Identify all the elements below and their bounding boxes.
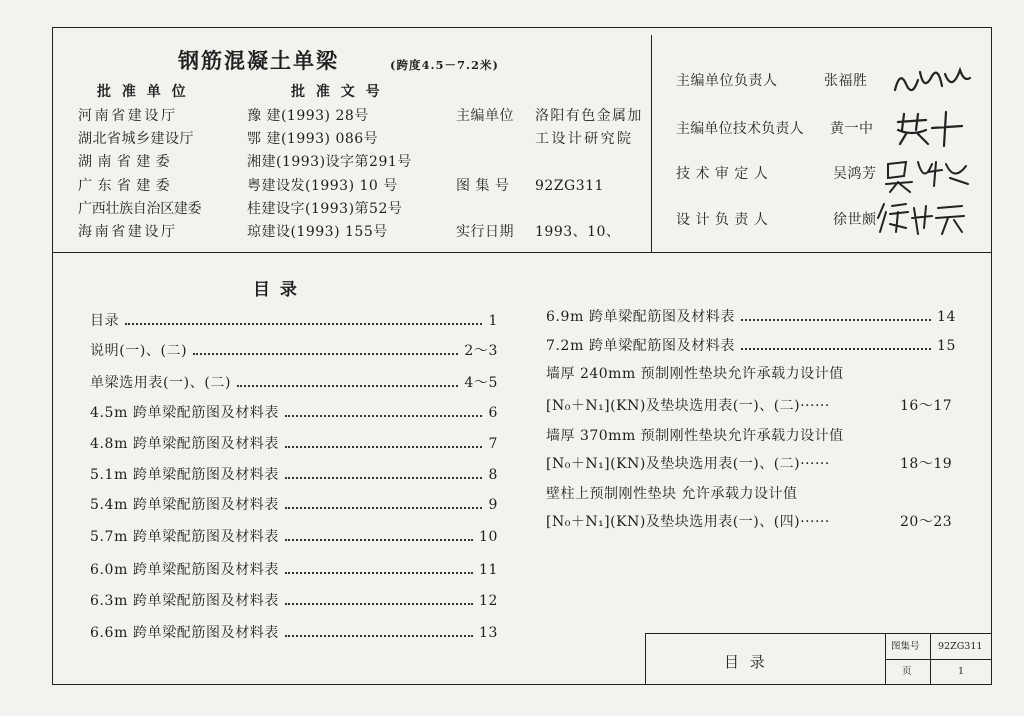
toc-entry-page: 2～3 [464,343,498,359]
approval-doc: 琼建设(1993) 155号 [247,224,388,240]
approval-doc: 湘建(1993)设字第291号 [247,154,412,170]
toc-entry-page: 9 [488,497,498,513]
leader-dots [285,507,482,509]
editor-unit-line2: 工设计研究院 [535,131,634,147]
toc-pilaster-line[interactable]: [N₀＋N₁](KN)及垫块选用表(一)、(四)······ [546,514,830,530]
approval-doc: 粤建设发(1993) 10 号 [247,178,398,194]
toc-entry-label: 6.3m 跨单梁配筋图及材料表 [90,593,279,609]
toc-entry[interactable] [90,465,498,483]
leader-dots [125,323,482,325]
toc-entry-label: 6.9m 跨单梁配筋图及材料表 [546,309,735,325]
toc-entry[interactable] [90,373,498,391]
impl-date-label: 实行日期 [456,224,514,240]
responsible-name: 张福胜 [824,73,868,89]
titleblock-top [645,633,992,634]
toc-entry-page: 12 [478,593,498,609]
toc-entry-label: 5.4m 跨单梁配筋图及材料表 [90,497,279,513]
toc-pilaster-page: 20～23 [900,514,953,530]
toc-entry-page: 15 [936,338,956,354]
toc-entry-page: 13 [478,625,498,641]
approval-unit: 广 东 省 建 委 [78,178,171,194]
responsible-role: 主编单位负责人 [676,73,778,89]
approval-unit: 海南省建设厅 [78,224,178,240]
toc-entry-label: 目录 [90,313,120,329]
approval-doc: 鄂 建(1993) 086号 [247,131,379,147]
atlas-no-label: 图 集 号 [456,178,510,194]
toc-entry[interactable] [90,560,498,578]
toc-entry-page: 11 [478,562,498,578]
toc-entry[interactable] [90,495,498,513]
approval-unit: 广西壮族自治区建委 [78,201,202,217]
approval-unit-header: 批 准 单 位 [97,84,189,100]
toc-entry-label: 4.5m 跨单梁配筋图及材料表 [90,405,279,421]
header-center-divider [651,35,652,252]
toc-entry-label: 5.1m 跨单梁配筋图及材料表 [90,467,279,483]
leader-dots [741,319,931,321]
titleblock-left [645,633,646,685]
editor-unit-line1: 洛阳有色金属加 [535,108,643,124]
editor-unit-label: 主编单位 [456,108,514,124]
leader-dots [285,539,473,541]
toc-entry-page: 10 [478,529,498,545]
toc-entry-page: 6 [488,405,498,421]
leader-dots [285,446,482,448]
approval-doc: 豫 建(1993) 28号 [247,108,369,124]
toc-entry-label: 6.0m 跨单梁配筋图及材料表 [90,562,279,578]
leader-dots [285,415,482,417]
toc-entry[interactable] [90,623,498,641]
atlas-no: 92ZG311 [535,178,604,194]
leader-dots [741,348,931,350]
approval-unit: 湖 南 省 建 委 [78,154,171,170]
toc-entry[interactable] [546,336,956,354]
toc-entry[interactable] [90,311,498,329]
toc-entry-label: 7.2m 跨单梁配筋图及材料表 [546,338,735,354]
leader-dots [237,385,458,387]
toc-entry-label: 单梁选用表(一)、(二) [90,375,232,391]
toc-entry-page: 7 [488,436,498,452]
leader-dots [193,353,458,355]
toc-wall240-line[interactable]: [N₀＋N₁](KN)及垫块选用表(一)、(二)······ [546,398,830,414]
toc-title: 目 录 [253,280,299,300]
toc-entry-label: 6.6m 跨单梁配筋图及材料表 [90,625,279,641]
responsible-name: 吴鸿芳 [833,166,877,182]
leader-dots [285,603,473,605]
toc-entry-page: 14 [936,309,956,325]
titleblock-atlas-value: 92ZG311 [938,641,983,652]
titleblock-page-label: 页 [902,666,912,677]
toc-wall370-page: 18～19 [900,456,953,472]
toc-entry-page: 4～5 [464,375,498,391]
toc-wall240-title: 墙厚 240mm 预制刚性垫块允许承载力设计值 [546,366,844,382]
toc-entry-label: 4.8m 跨单梁配筋图及材料表 [90,436,279,452]
titleblock-page-value: 1 [958,666,965,677]
signature-huang [892,110,972,148]
toc-entry[interactable] [90,434,498,452]
toc-entry[interactable] [546,307,956,325]
toc-entry[interactable] [90,341,498,359]
responsible-role: 主编单位技术负责人 [676,121,804,137]
signature-wu [884,154,974,194]
leader-dots [285,477,482,479]
responsible-name: 黄一中 [830,121,874,137]
toc-entry-label: 说明(一)、(二) [90,343,188,359]
titleblock-name: 目 录 [724,653,768,671]
responsible-name: 徐世颇 [833,212,877,228]
leader-dots [285,572,473,574]
span-note: (跨度4.5－7.2米) [390,58,499,72]
leader-dots [285,635,473,637]
toc-entry-label: 5.7m 跨单梁配筋图及材料表 [90,529,279,545]
toc-pilaster-title: 壁柱上预制刚性垫块 允许承载力设计值 [546,486,798,502]
toc-wall370-title: 墙厚 370mm 预制刚性垫块允许承载力设计值 [546,428,844,444]
toc-entry[interactable] [90,403,498,421]
approval-doc: 桂建设字(1993)第52号 [247,201,403,217]
impl-date: 1993、10、 [535,224,621,240]
approval-doc-header: 批 准 文 号 [291,84,383,100]
approval-unit: 湖北省城乡建设厅 [78,131,194,147]
document-title: 钢筋混凝土单梁 [178,48,339,73]
toc-entry[interactable] [90,527,498,545]
toc-entry[interactable] [90,591,498,609]
toc-wall370-line[interactable]: [N₀＋N₁](KN)及垫块选用表(一)、(二)······ [546,456,830,472]
header-divider [52,252,992,253]
toc-entry-page: 8 [488,467,498,483]
toc-entry-page: 1 [488,313,498,329]
approval-unit: 河南省建设厅 [78,108,178,124]
titleblock-atlas-label: 图集号 [891,641,920,652]
titleblock-mid [885,659,992,660]
signature-zhang [890,62,975,102]
signature-xu [876,198,971,240]
toc-wall240-page: 16～17 [900,398,953,414]
responsible-role: 技 术 审 定 人 [676,166,769,182]
responsible-role: 设 计 负 责 人 [676,212,769,228]
